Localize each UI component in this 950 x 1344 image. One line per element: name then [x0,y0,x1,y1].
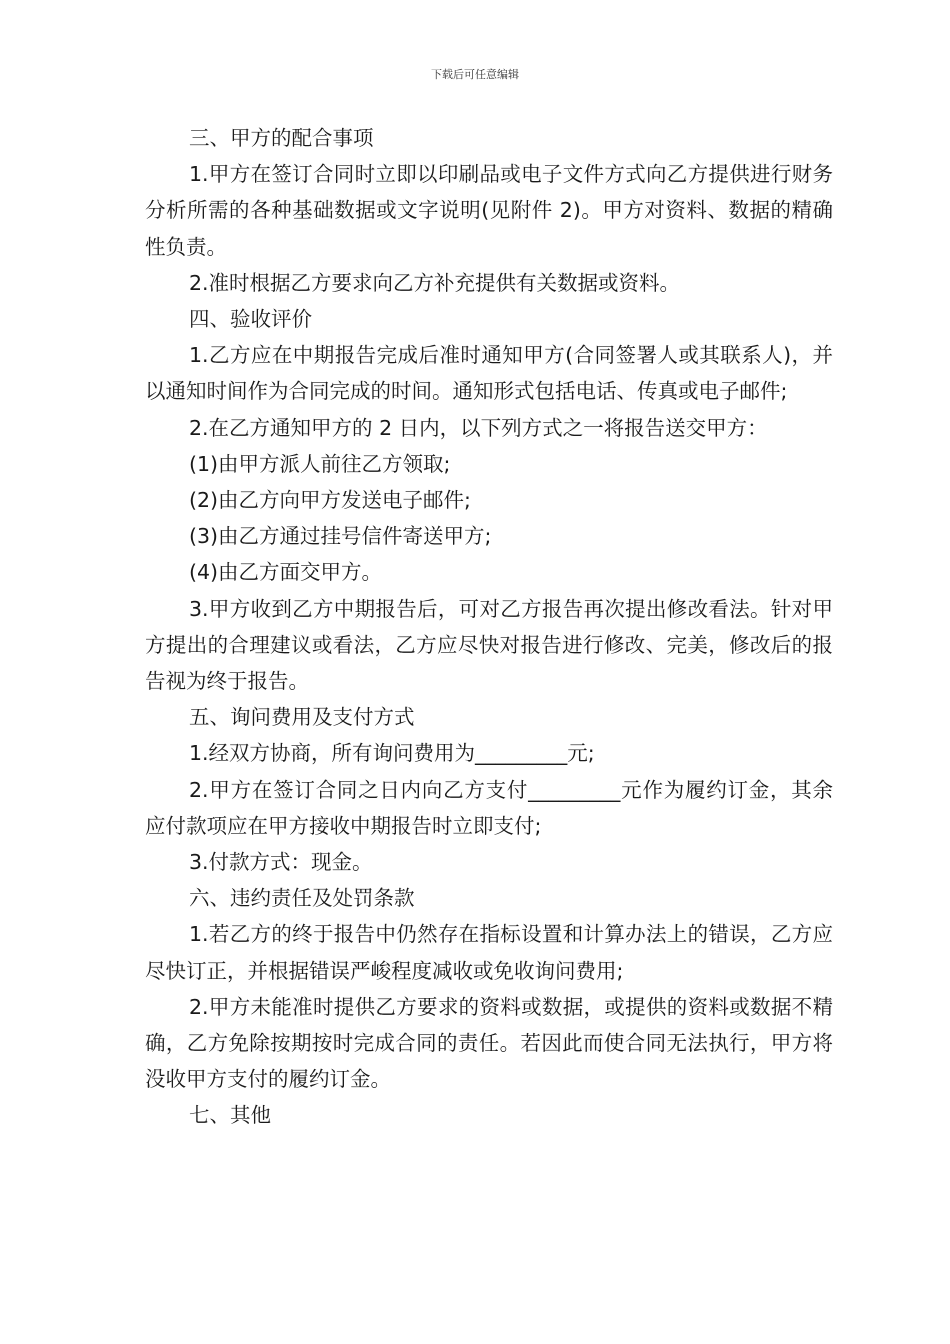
paragraph: 1.乙方应在中期报告完成后准时通知甲方(合同签署人或其联系人)，并以通知时间作为合同完成的时间。通知形式包括电话、传真或电子邮件; [145,343,833,404]
paragraph: 3.付款方式：现金。 [189,850,373,875]
list-item: (1)由甲方派人前往乙方领取; [189,451,451,476]
header-note: 下载后可任意编辑 [431,68,519,81]
section-heading-3: 三、甲方的配合事项 [189,126,374,150]
paragraph: 2.准时根据乙方要求向乙方补充提供有关数据或资料。 [189,270,681,295]
section-heading-7: 七、其他 [189,1103,271,1128]
list-item: (3)由乙方通过挂号信件寄送甲方; [189,524,492,549]
list-item: (2)由乙方向甲方发送电子邮件; [189,488,471,513]
paragraph: 2.甲方未能准时提供乙方要求的资料或数据，或提供的资料或数据不精确，乙方免除按期按时完成合同的责任。若因此而使合同无法执行，甲方将没收甲方支付的履约订金。 [145,994,833,1092]
section-heading-6: 六、违约责任及处罚条款 [189,886,415,911]
section-heading-5: 五、询问费用及支付方式 [189,705,415,730]
paragraph: 2.在乙方通知甲方的 2 日内，以下列方式之一将报告送交甲方： [189,415,768,440]
paragraph: 2.甲方在签订合同之日内向乙方支付_________元作为履约订金，其余应付款项应在甲方接收中期报告时立即支付; [145,777,833,838]
paragraph: 1.甲方在签订合同时立即以印刷品或电子文件方式向乙方提供进行财务分析所需的各种基础数据或文字说明(见附件 2)。甲方对资料、数据的精确性负责。 [145,162,833,259]
section-heading-4: 四、验收评价 [189,307,312,332]
document-body [145,120,833,1134]
paragraph: 1.若乙方的终于报告中仍然存在指标设置和计算办法上的错误，乙方应尽快订正，并根据错误严峻程度减收或免收询问费用; [145,922,833,983]
paragraph: 3.甲方收到乙方中期报告后，可对乙方报告再次提出修改看法。针对甲方提出的合理建议或看法，乙方应尽快对报告进行修改、完美，修改后的报告视为终于报告。 [145,596,833,694]
paragraph: 1.经双方协商，所有询问费用为_________元; [189,741,595,766]
list-item: (4)由乙方面交甲方。 [189,560,383,585]
